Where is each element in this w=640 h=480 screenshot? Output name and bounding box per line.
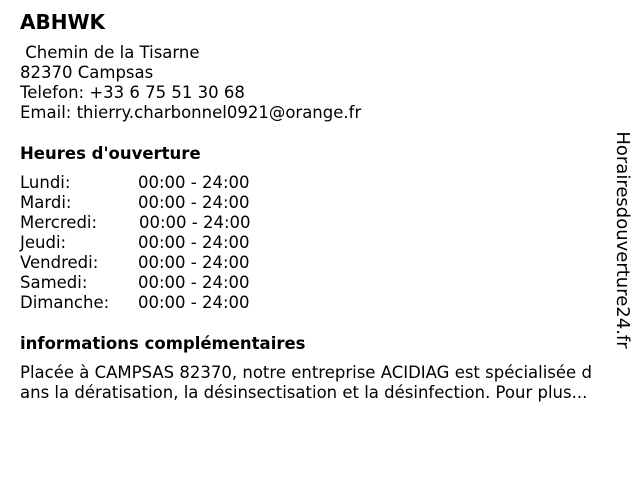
day-label: Jeudi: — [20, 233, 67, 252]
opening-hours-heading: Heures d'ouverture — [20, 144, 201, 163]
day-hours: 00:00 - 24:00 — [138, 193, 250, 212]
day-label: Vendredi: — [20, 253, 99, 272]
site-watermark: Horairesdouverture24.fr — [612, 131, 633, 349]
day-hours: 00:00 - 24:00 — [138, 273, 250, 292]
info-heading: informations complémentaires — [20, 334, 306, 353]
hours-row-sunday — [20, 293, 300, 313]
hours-row-thursday — [20, 233, 300, 253]
day-hours: 00:00 - 24:00 — [139, 213, 251, 232]
day-label: Mercredi: — [20, 213, 98, 232]
day-hours: 00:00 - 24:00 — [138, 233, 250, 252]
email-address: Email: thierry.charbonnel0921@orange.fr — [20, 103, 362, 122]
business-name: ABHWK — [20, 10, 106, 34]
info-line-1: Placée à CAMPSAS 82370, notre entreprise ACIDIAG est spécialisée d — [20, 363, 592, 382]
contact-block — [20, 43, 361, 123]
hours-row-wednesday — [20, 213, 300, 233]
hours-row-friday — [20, 253, 300, 273]
day-label: Lundi: — [20, 173, 71, 192]
day-hours: 00:00 - 24:00 — [138, 253, 250, 272]
address-city: 82370 Campsas — [20, 63, 154, 82]
day-label: Dimanche: — [20, 293, 110, 312]
opening-hours-list — [20, 173, 300, 313]
day-hours: 00:00 - 24:00 — [138, 173, 250, 192]
hours-row-monday — [20, 173, 300, 193]
hours-row-tuesday — [20, 193, 300, 213]
info-line-2: ans la dératisation, la désinsectisation et la désinfection. Pour plus... — [20, 383, 588, 402]
day-label: Mardi: — [20, 193, 72, 212]
day-label: Samedi: — [20, 273, 88, 292]
phone-number: Telefon: +33 6 75 51 30 68 — [20, 83, 245, 102]
hours-row-saturday — [20, 273, 300, 293]
day-hours: 00:00 - 24:00 — [138, 293, 250, 312]
address-street: Chemin de la Tisarne — [20, 43, 200, 62]
info-description — [20, 363, 630, 403]
